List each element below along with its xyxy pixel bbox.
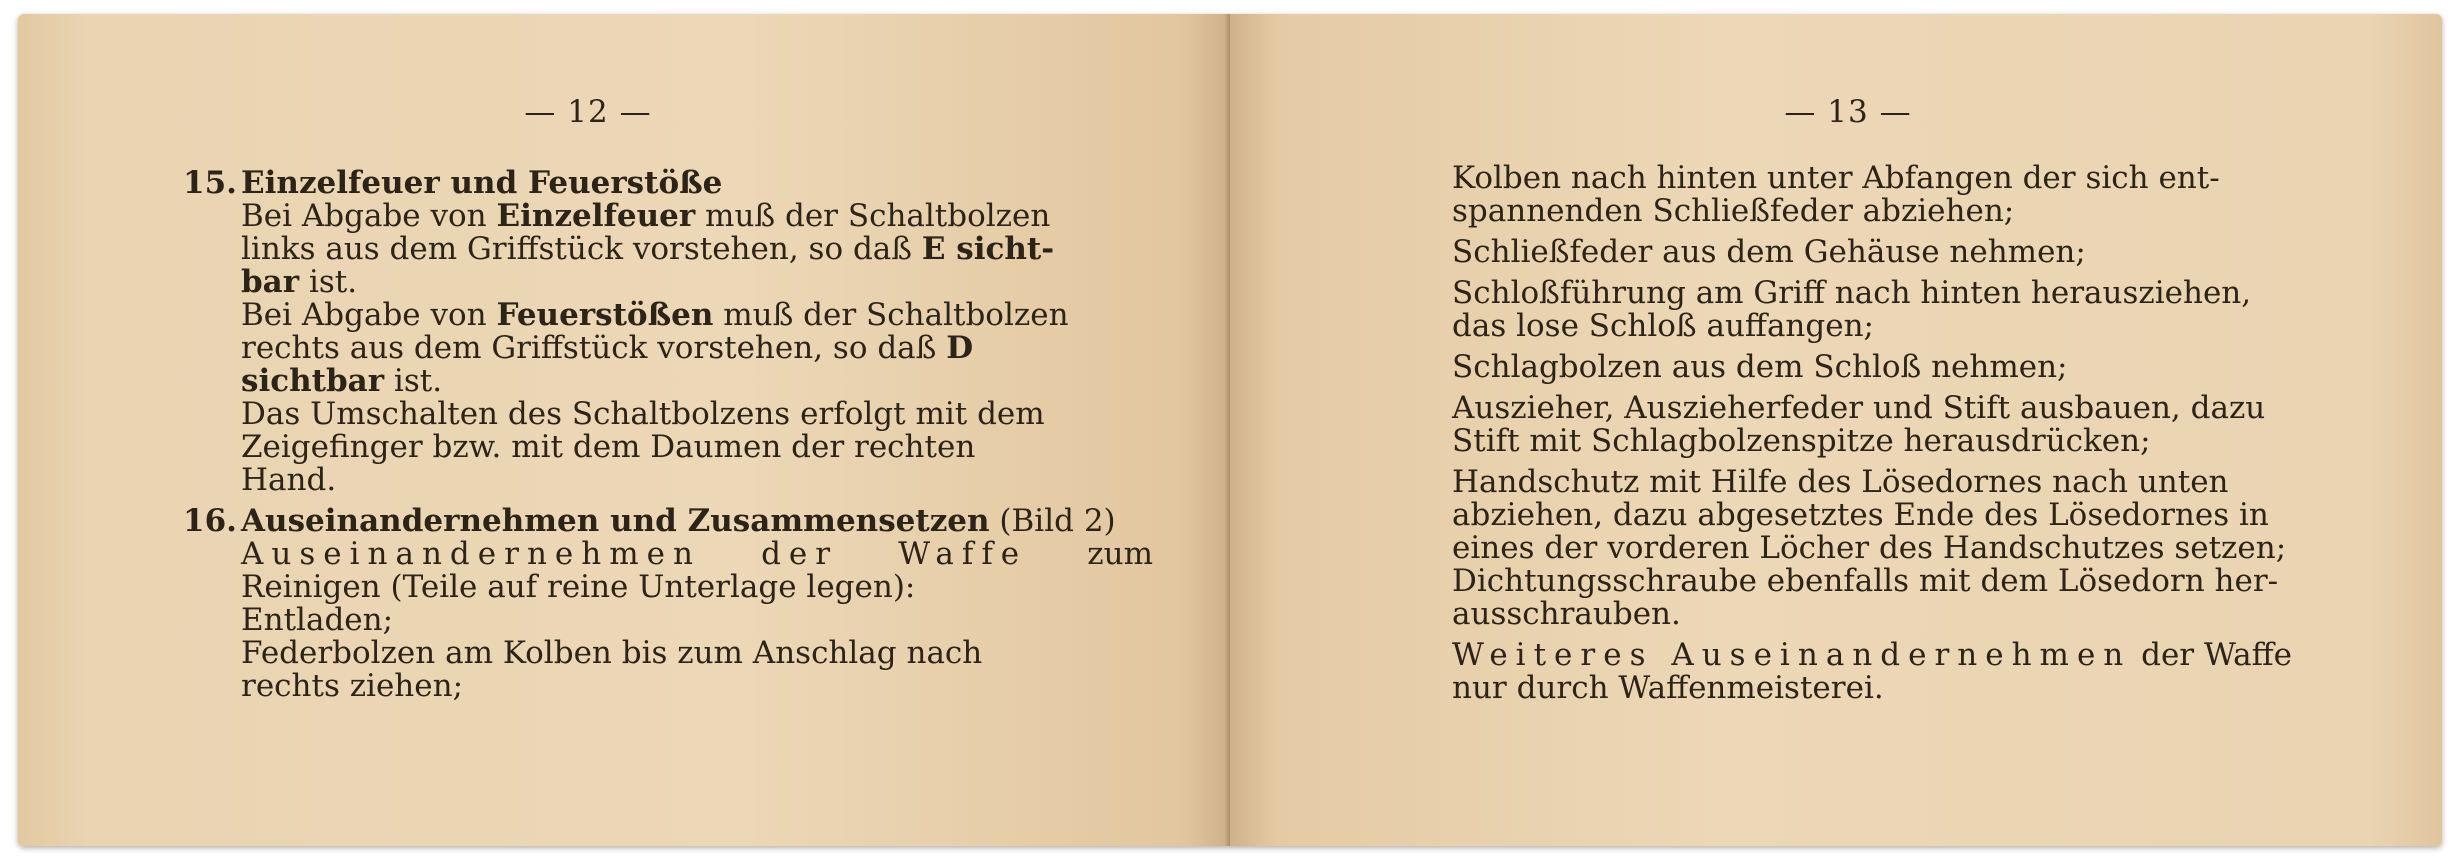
page-number-right: — 13 —	[1784, 94, 1912, 130]
bold-term: bar	[241, 264, 300, 300]
section-15-number: 15.	[183, 165, 237, 201]
text-line: Dichtungsschraube ebenfalls mit dem Lösedorn her-	[1452, 563, 2279, 599]
text-line: Reinigen (Teile auf reine Unterlage legen):	[241, 569, 916, 605]
spaced-word: der	[761, 536, 839, 572]
text-line: Schließfeder aus dem Gehäuse nehmen;	[1452, 234, 2086, 270]
text-fragment: ist.	[384, 363, 443, 399]
text-line: Auszieher, Auszieherfeder und Stift ausbauen, dazu	[1452, 390, 2266, 426]
text-line	[241, 266, 1153, 299]
bold-term: sichtbar	[241, 363, 385, 399]
spaced-word: Waffe	[898, 536, 1028, 572]
text-fragment: muß der Schaltbolzen	[695, 198, 1051, 234]
bold-term: D	[946, 330, 974, 366]
text-fragment: Bei Abgabe von	[241, 198, 497, 234]
open-booklet	[18, 14, 2442, 846]
text-line: Schlagbolzen aus dem Schloß nehmen;	[1452, 349, 2068, 385]
text-fragment: ist.	[299, 264, 358, 300]
text-line: abziehen, dazu abgesetztes Ende des Lösedornes in	[1452, 497, 2269, 533]
spaced-heading-line	[241, 538, 1153, 571]
section-15-body	[183, 200, 1153, 497]
paragraph	[1452, 162, 2392, 228]
text-fragment: der Waffe	[2131, 637, 2293, 673]
text-line	[1452, 639, 2392, 672]
text-line: eines der vorderen Löcher des Handschutzes setzen;	[1452, 530, 2287, 566]
paragraph	[1452, 351, 2392, 384]
spaced-word: Auseinandernehmen	[241, 536, 701, 572]
section-16-body	[183, 538, 1153, 703]
spaced-phrase: Weiteres Auseinandernehmen	[1452, 637, 2132, 673]
section-15-title: Einzelfeuer und Feuerstöße	[241, 165, 723, 201]
text-fragment: rechts aus dem Griffstück vorstehen, so daß	[241, 330, 947, 366]
paragraph	[1452, 392, 2392, 458]
text-line: Zeigefinger bzw. mit dem Daumen der rechten	[241, 429, 976, 465]
text-line	[241, 233, 1153, 266]
bold-term: Feuerstößen	[496, 297, 714, 333]
text-line: ausschrauben.	[1452, 596, 1681, 632]
text-line: rechts ziehen;	[241, 668, 464, 704]
section-15-heading	[183, 167, 1153, 200]
text-line: Kolben nach hinten unter Abfangen der sich ent-	[1452, 160, 2220, 196]
text-line: das lose Schloß auffangen;	[1452, 308, 1874, 344]
paragraph	[1452, 236, 2392, 269]
text-line	[241, 332, 1153, 365]
text-line: Schloßführung am Griff nach hinten herausziehen,	[1452, 275, 2252, 311]
text-line: spannenden Schließfeder abziehen;	[1452, 193, 2015, 229]
text-fragment: Bei Abgabe von	[241, 297, 497, 333]
text-line: Entladen;	[241, 602, 394, 638]
text-line: nur durch Waffenmeisterei.	[1452, 670, 1884, 706]
spaced-word: zum	[1087, 536, 1153, 572]
paragraph	[1452, 466, 2392, 631]
right-page	[1230, 14, 2442, 846]
section-16-title: Auseinandernehmen und Zusammensetzen	[241, 503, 990, 539]
left-page	[18, 14, 1230, 846]
text-line: Federbolzen am Kolben bis zum Anschlag nach	[241, 635, 983, 671]
left-page-text	[183, 167, 1153, 703]
text-line: Stift mit Schlagbolzenspitze herausdrücken;	[1452, 423, 2151, 459]
text-line	[241, 299, 1153, 332]
text-line	[241, 200, 1153, 233]
page-number-left: — 12 —	[524, 94, 652, 130]
text-line: Hand.	[241, 462, 337, 498]
paragraph	[1452, 277, 2392, 343]
final-paragraph	[1452, 639, 2392, 705]
text-line	[241, 365, 1153, 398]
section-16-title-suffix: (Bild 2)	[989, 503, 1116, 539]
right-page-text	[1452, 162, 2392, 705]
text-fragment: muß der Schaltbolzen	[713, 297, 1069, 333]
section-16-heading	[183, 505, 1153, 538]
section-16-number: 16.	[183, 503, 237, 539]
text-line: Das Umschalten des Schaltbolzens erfolgt mit dem	[241, 396, 1045, 432]
text-line: Handschutz mit Hilfe des Lösedornes nach unten	[1452, 464, 2229, 500]
bold-term: E sicht-	[921, 231, 1055, 267]
bold-term: Einzelfeuer	[496, 198, 696, 234]
text-fragment: links aus dem Griffstück vorstehen, so daß	[241, 231, 922, 267]
